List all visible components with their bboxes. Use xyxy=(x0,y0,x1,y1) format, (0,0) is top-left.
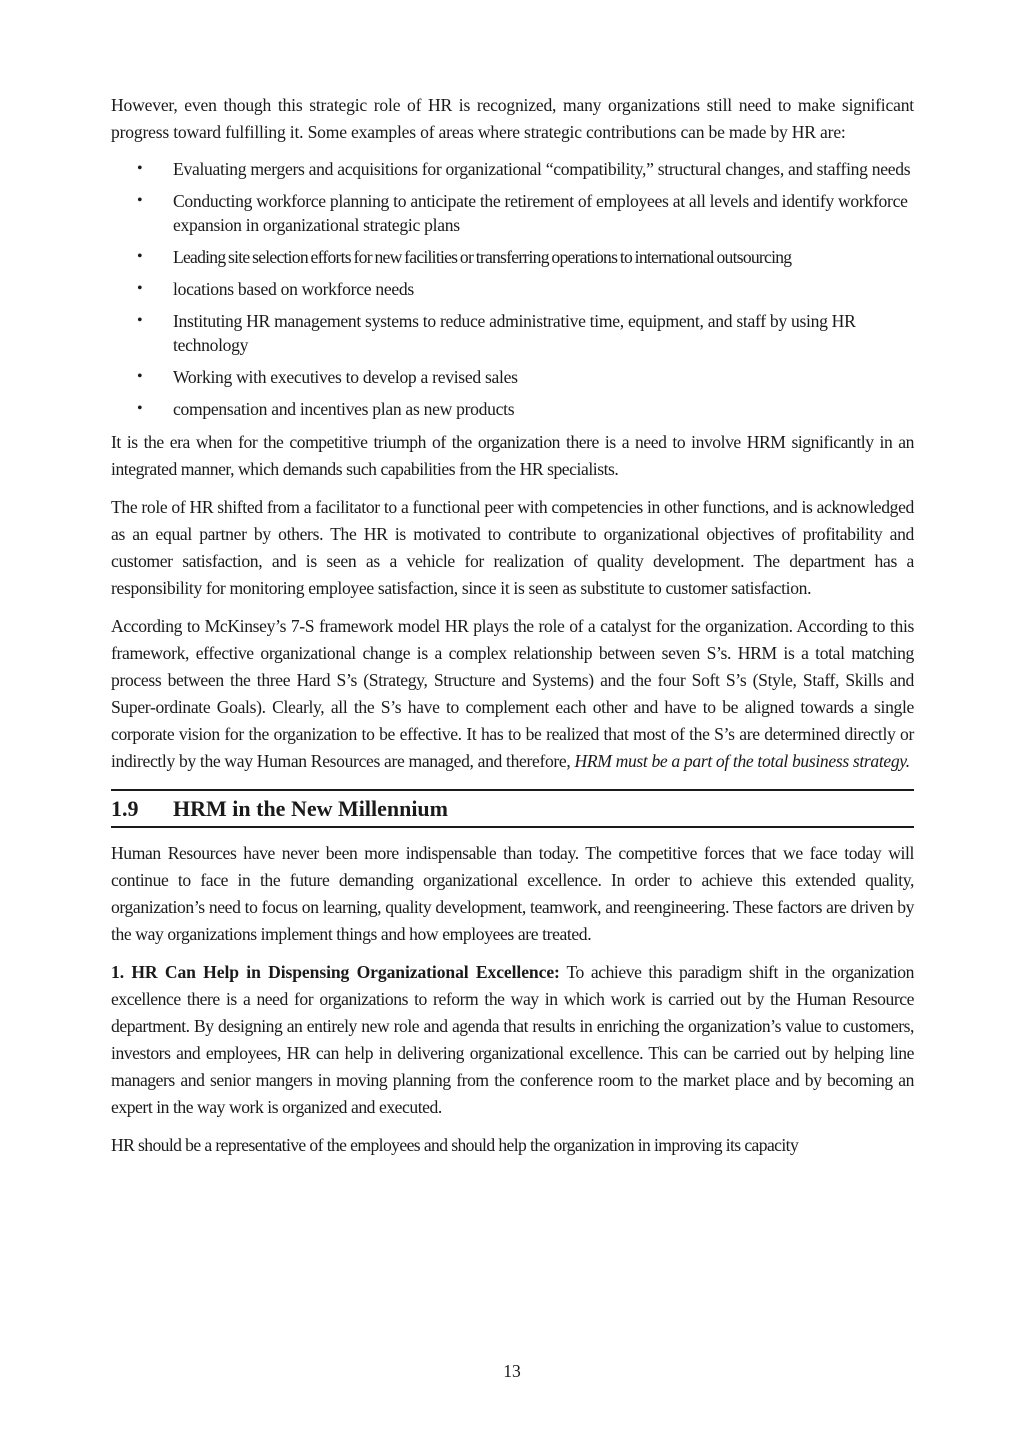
list-item-text: locations based on workforce needs xyxy=(173,279,414,299)
list-item-text: compensation and incentives plan as new products xyxy=(173,399,515,419)
millennium-paragraph: Human Resources have never been more indispensable than today. The competitive forces that we face today will continue to face in the future demanding organizational excellence. In order to achieve this extended quality, organization’s need to focus on learning, quality development, teamwork, and reengineering. These factors are driven by the way organizations implement things and how employees are treated. xyxy=(111,843,914,944)
list-item xyxy=(111,245,914,269)
list-item-text: Leading site selection efforts for new facilities or transferring operations to international outsourcing xyxy=(173,247,792,267)
bullet-icon: • xyxy=(137,280,143,297)
mckinsey-text: According to McKinsey’s 7-S framework model HR plays the role of a catalyst for the organization. According to this framework, effective organizational change is a complex relationship between seven S’s. HRM is a total matching process between the three Hard S’s (Strategy, Structure and Systems) and the four Soft S’s (Style, Staff, Skills and Super-ordinate Goals). Clearly, all the S’s have to complement each other and have to be aligned towards a single corporate vision for the organization to be effective. It has to be realized that most of the S’s are determined directly or indirectly by the way Human Resources are managed, and therefore, xyxy=(111,616,914,771)
list-item xyxy=(111,309,914,357)
document-page xyxy=(111,92,914,1159)
list-item-text: Instituting HR management systems to reduce administrative time, equipment, and staff by using HR technology xyxy=(173,311,856,355)
excellence-text: To achieve this paradigm shift in the organization excellence there is a need for organizations to reform the way in which work is carried out by the Human Resource department. By designing an entirely new role and agenda that results in enriching the organization’s value to customers, investors and employees, HR can help in delivering organizational excellence. This can be carried out by helping line managers and senior mangers in moving planning from the conference room to the market place and by becoming an expert in the way work is organized and executed. xyxy=(111,962,915,1117)
list-item xyxy=(111,397,914,421)
list-item xyxy=(111,157,914,181)
list-item-text: Conducting workforce planning to anticipate the retirement of employees at all levels and identify workforce expansion in organizational strategic plans xyxy=(173,191,908,235)
list-item-text: Evaluating mergers and acquisitions for organizational “compatibility,” structural changes, and staffing needs xyxy=(173,159,911,179)
list-item xyxy=(111,189,914,237)
list-item xyxy=(111,277,914,301)
section-number: 1.9 xyxy=(111,796,139,821)
intro-paragraph: However, even though this strategic role of HR is recognized, many organizations still need to make significant progress toward fulfilling it. Some examples of areas where strategic contributions can be made by HR are: xyxy=(111,95,914,142)
list-item xyxy=(111,365,914,389)
mckinsey-italic-conclusion: HRM must be a part of the total business strategy. xyxy=(574,751,910,771)
bullet-icon: • xyxy=(137,312,143,329)
section-title: HRM in the New Millennium xyxy=(173,796,448,821)
bullet-icon: • xyxy=(137,160,143,177)
hr-role-paragraph: The role of HR shifted from a facilitator to a functional peer with competencies in other functions, and is acknowledged as an equal partner by others. The HR is motivated to contribute to organizational objectives of profitability and customer satisfaction, and is seen as a vehicle for realization of quality development. The department has a responsibility for monitoring employee satisfaction, since it is seen as substitute to customer satisfaction. xyxy=(111,497,914,598)
bullet-icon: • xyxy=(137,248,143,265)
section-heading xyxy=(111,789,914,828)
excellence-paragraph xyxy=(111,959,914,1121)
era-paragraph: It is the era when for the competitive triumph of the organization there is a need to involve HRM significantly in an integrated manner, which demands such capabilities from the HR specialists. xyxy=(111,432,914,479)
strategic-contributions-list xyxy=(111,157,914,421)
bullet-icon: • xyxy=(137,400,143,417)
page-number: 13 xyxy=(503,1361,521,1381)
bullet-icon: • xyxy=(137,192,143,209)
list-item-text: Working with executives to develop a revised sales xyxy=(173,367,518,387)
excellence-lead: 1. HR Can Help in Dispensing Organizational Excellence: xyxy=(111,962,560,982)
closing-paragraph: HR should be a representative of the employees and should help the organization in improving its capacity xyxy=(111,1135,799,1155)
mckinsey-paragraph xyxy=(111,613,914,775)
bullet-icon: • xyxy=(137,368,143,385)
